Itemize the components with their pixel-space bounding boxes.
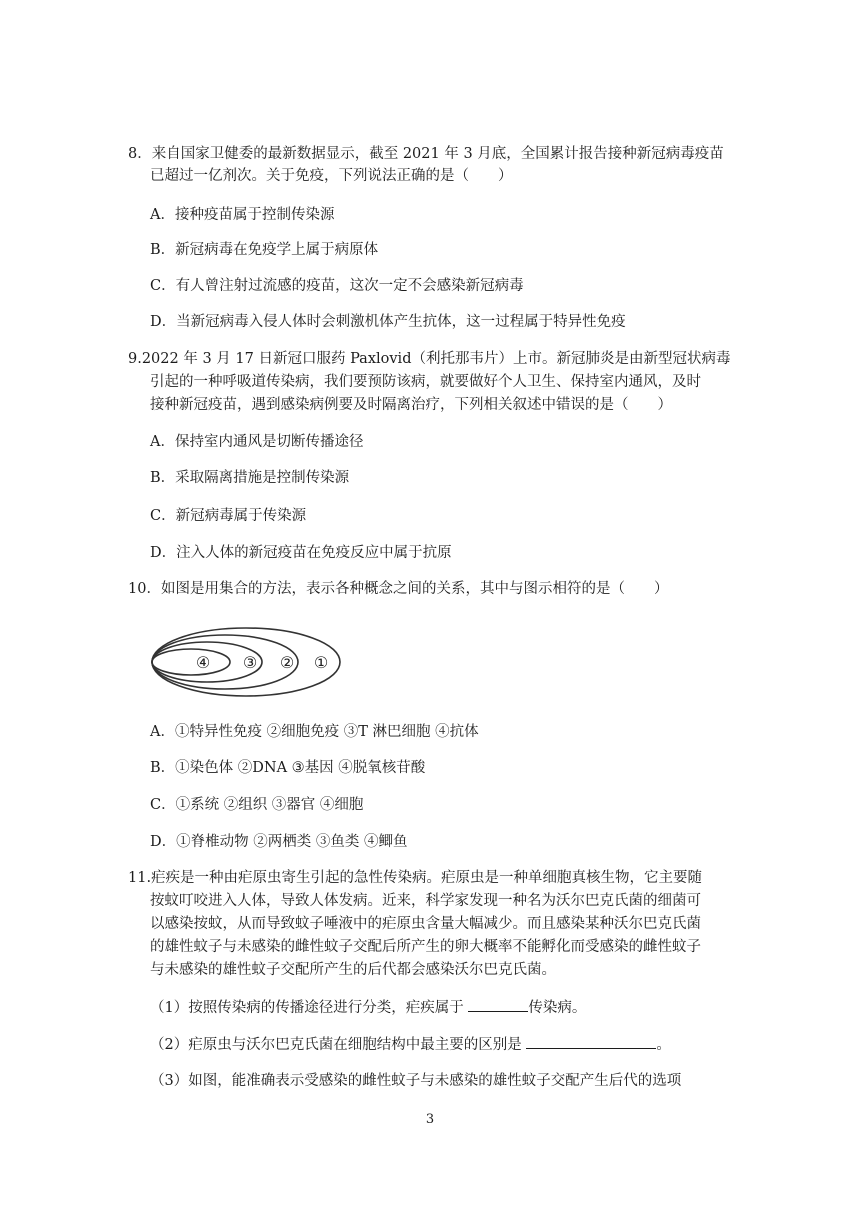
q11-sub1 <box>150 997 586 1018</box>
q11-sub3: （3）如图，能准确表示受感染的雌性蚊子与未感染的雄性蚊子交配产生后代的选项 <box>150 1073 682 1089</box>
q11-sub2-text: （2）疟原虫与沃尔巴克氏菌在细胞结构中最主要的区别是 <box>150 1037 527 1053</box>
q11-stem-line4: 的雄性蚊子与未感染的雌性蚊子交配后所产生的卵大概率不能孵化而受感染的雌性蚊子 <box>150 939 701 955</box>
set-label-3: ③ <box>242 653 258 672</box>
q9-option-a: A．保持室内通风是切断传播途径 <box>150 434 364 450</box>
q11-sub1-text-end: 传染病。 <box>528 1000 587 1016</box>
q9-stem-line1: 9.2022 年 3 月 17 日新冠口服药 Paxlovid（利托那韦片）上市。新冠肺炎是由新型冠状病毒 <box>128 351 731 367</box>
q11-stem-line5: 与未感染的雄性蚊子交配所产生的后代都会感染沃尔巴克氏菌。 <box>150 962 556 978</box>
page-number: 3 <box>425 1112 435 1127</box>
set-ellipse-4 <box>152 649 230 675</box>
q8-option-c: C．有人曾注射过流感的疫苗，这次一定不会感染新冠病毒 <box>150 278 524 294</box>
q9-option-b: B．采取隔离措施是控制传染源 <box>150 470 350 486</box>
q11-stem-line3: 以感染按蚊，从而导致蚊子唾液中的疟原虫含量大幅减少。而且感染某种沃尔巴克氏菌 <box>150 916 701 932</box>
q11-stem-line1: 11.疟疾是一种由疟原虫寄生引起的急性传染病。疟原虫是一种单细胞真核生物，它主要随 <box>128 870 703 886</box>
set-label-4: ④ <box>195 653 211 672</box>
q11-sub1-blank[interactable] <box>468 997 528 1012</box>
q8-option-b: B．新冠病毒在免疫学上属于病原体 <box>150 242 379 258</box>
q8-option-d: D．当新冠病毒入侵人体时会刺激机体产生抗体，这一过程属于特异性免疫 <box>150 314 626 330</box>
q9-option-d: D．注入人体的新冠疫苗在免疫反应中属于抗原 <box>150 545 452 561</box>
q10-option-c: C．①系统 ②组织 ③器官 ④细胞 <box>150 797 364 813</box>
q10-stem: 10．如图是用集合的方法，表示各种概念之间的关系，其中与图示相符的是（ ） <box>128 581 669 597</box>
q9-stem-line3: 接种新冠疫苗，遇到感染病例要及时隔离治疗，下列相关叙述中错误的是（ ） <box>150 397 672 413</box>
q8-option-a: A．接种疫苗属于控制传染源 <box>150 207 335 223</box>
q9-option-c: C．新冠病毒属于传染源 <box>150 508 307 524</box>
q9-stem-line2: 引起的一种呼吸道传染病，我们要预防该病，就要做好个人卫生、保持室内通风，及时 <box>150 374 701 390</box>
set-label-2: ② <box>279 653 295 672</box>
q10-option-d: D．①脊椎动物 ②两栖类 ③鱼类 ④鲫鱼 <box>150 834 408 850</box>
q11-sub2 <box>150 1034 671 1055</box>
set-label-1: ① <box>313 653 329 672</box>
q8-stem-line2: 已超过一亿剂次。关于免疫，下列说法正确的是（ ） <box>150 168 513 184</box>
q10-option-b: B．①染色体 ②DNA ③基因 ④脱氧核苷酸 <box>150 760 426 776</box>
nested-set-diagram <box>150 624 346 700</box>
q11-sub2-text-end: 。 <box>656 1037 671 1053</box>
q11-sub2-blank[interactable] <box>526 1034 656 1049</box>
q11-sub1-text: （1）按照传染病的传播途径进行分类，疟疾属于 <box>150 1000 469 1016</box>
q8-stem-line1: 8．来自国家卫健委的最新数据显示，截至 2021 年 3 月底，全国累计报告接种新冠病毒疫苗 <box>128 146 724 162</box>
q10-option-a: A．①特异性免疫 ②细胞免疫 ③T 淋巴细胞 ④抗体 <box>150 724 479 740</box>
q11-stem-line2: 按蚊叮咬进入人体，导致人体发病。近来，科学家发现一种名为沃尔巴克氏菌的细菌可 <box>150 893 701 909</box>
